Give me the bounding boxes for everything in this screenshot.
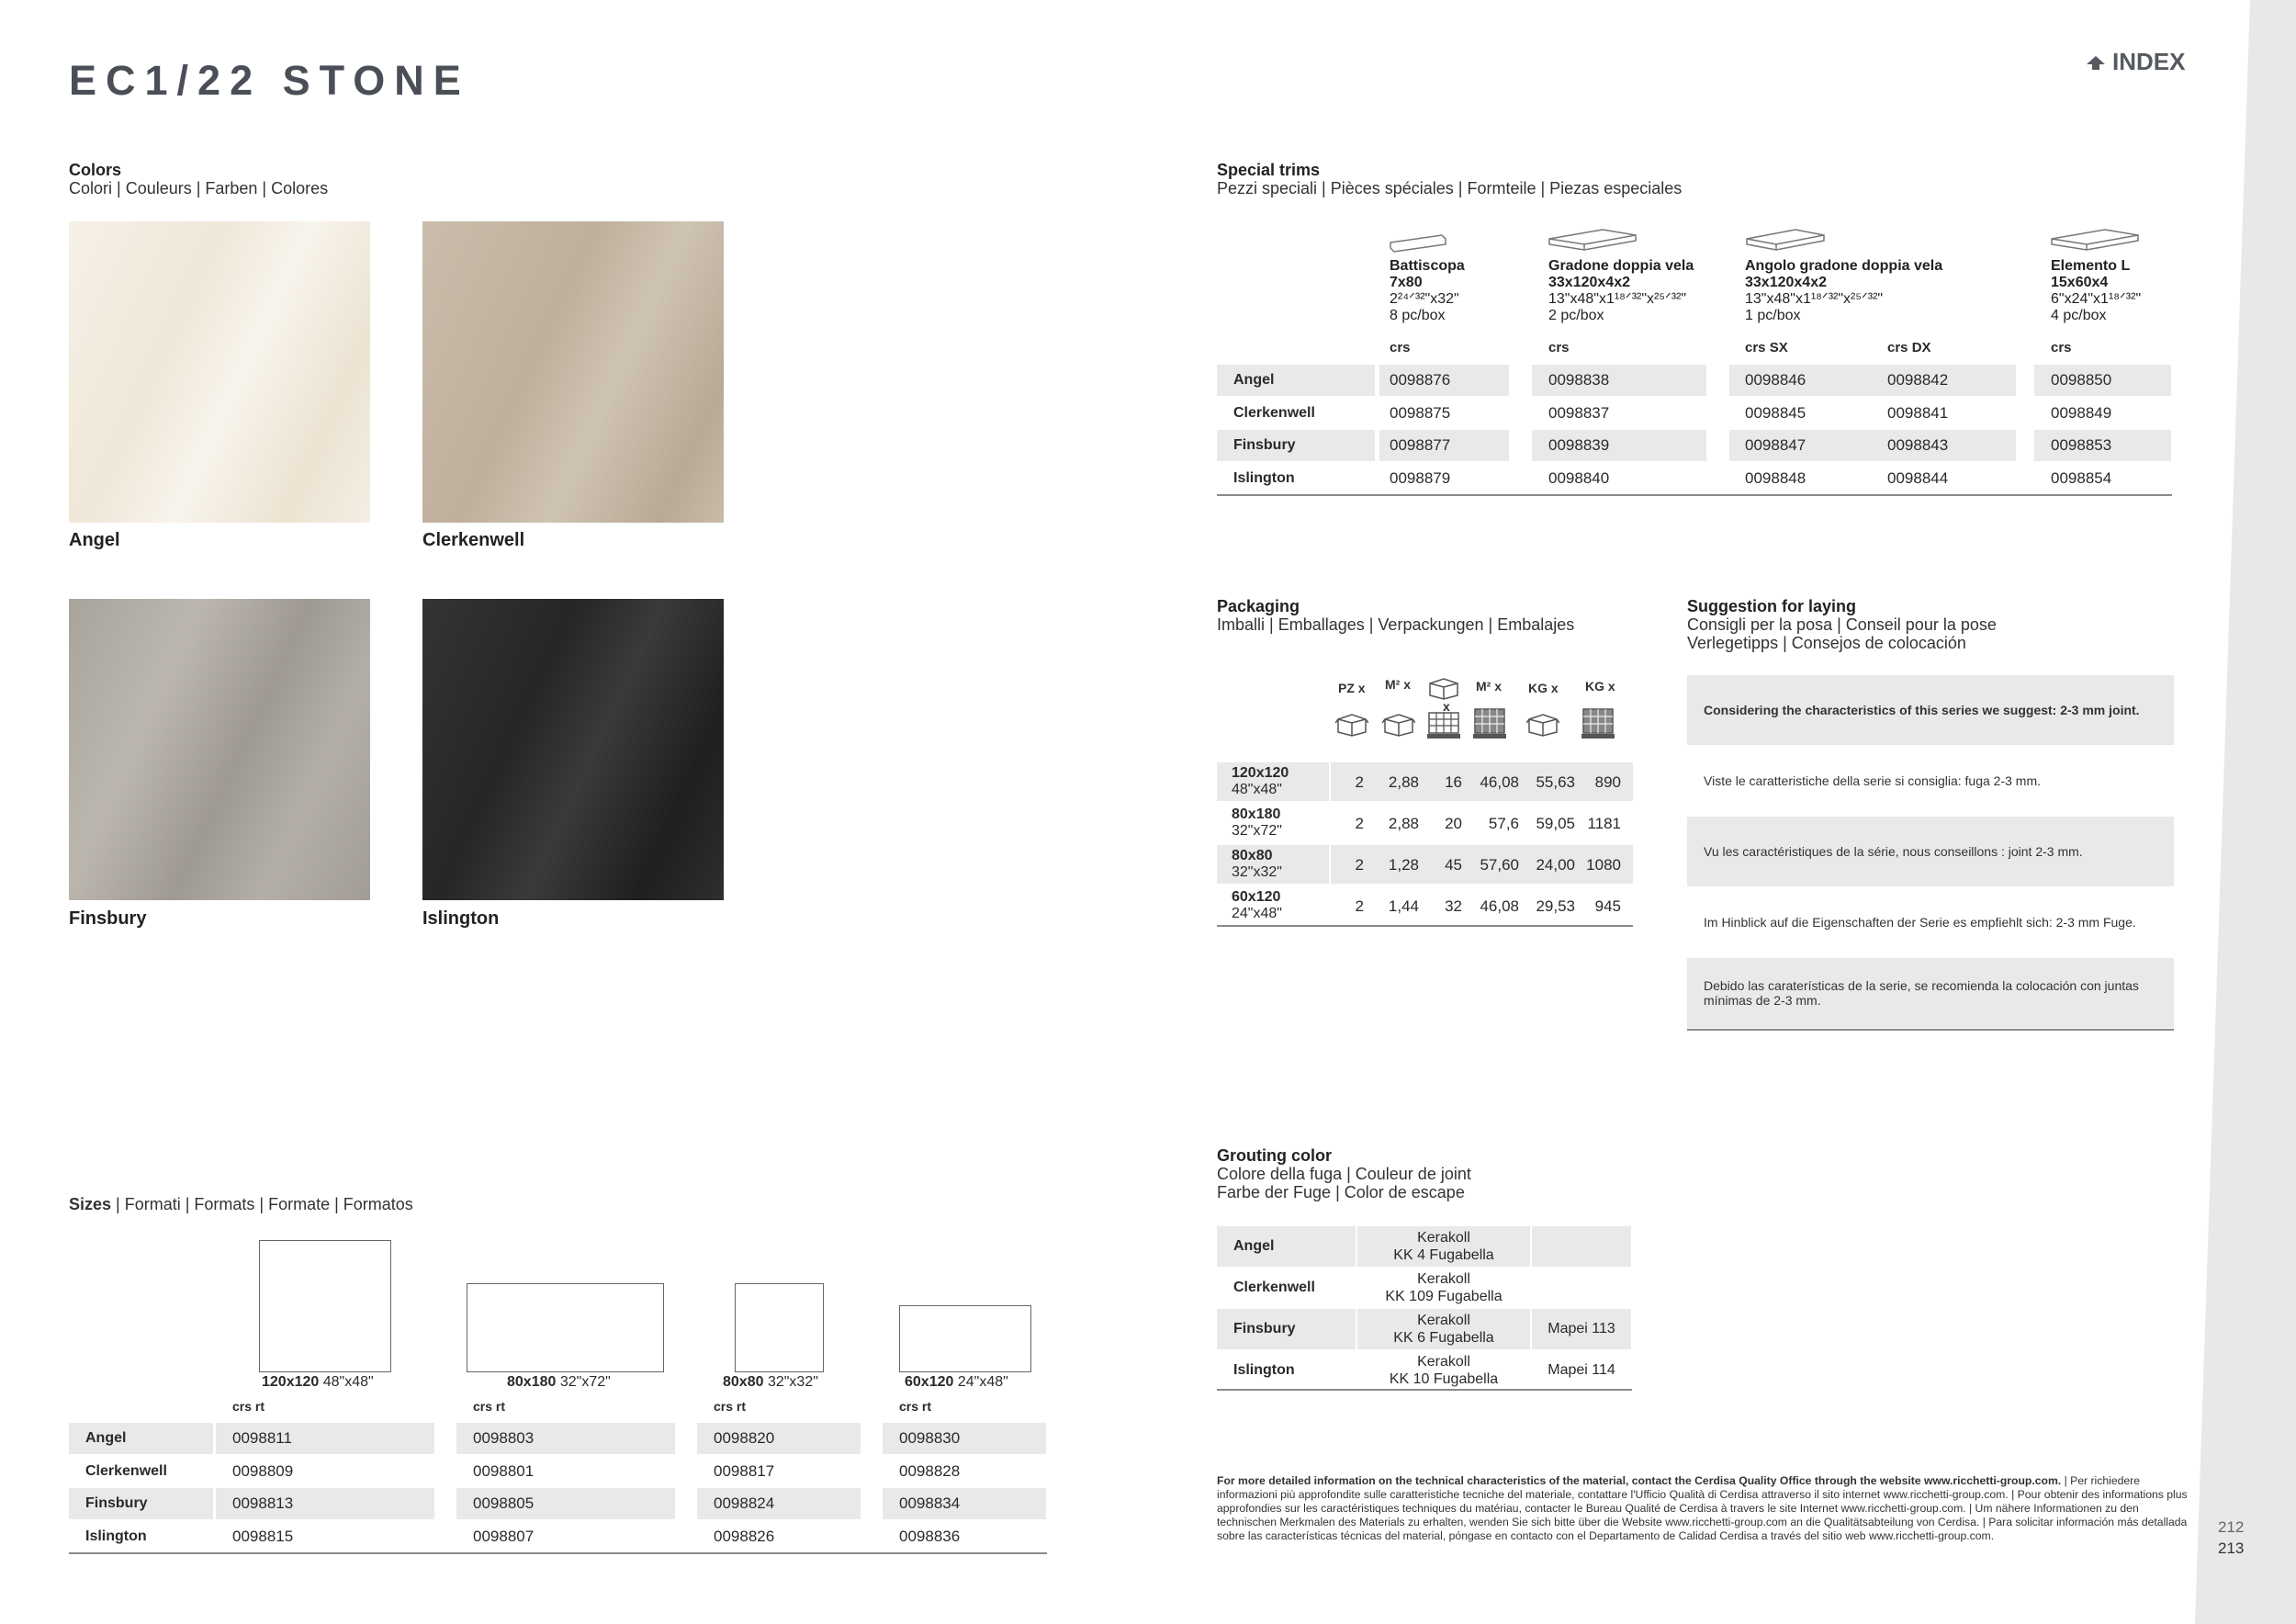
size-label-80x180 <box>507 1374 611 1391</box>
pack-kg-pallet: 890 <box>1594 773 1621 791</box>
code: 0098817 <box>714 1462 775 1480</box>
colors-title: Colors <box>69 161 122 179</box>
table-cell <box>1872 430 2016 461</box>
trims-title: Special trims <box>1217 161 1321 179</box>
table-row-name <box>1217 398 1375 429</box>
table-cell <box>1872 463 2016 494</box>
pack-head-m2: M² x <box>1385 677 1411 692</box>
trim-box: 4 pc/box <box>2051 308 2107 323</box>
pack-m2-pallet: 57,6 <box>1488 815 1519 832</box>
box-icon <box>1335 711 1368 737</box>
kerakoll-product: KK 10 Fugabella <box>1389 1371 1499 1387</box>
code: 0098826 <box>714 1528 775 1545</box>
pack-kg: 59,05 <box>1536 815 1575 832</box>
pack-head-box: x <box>1443 699 1450 714</box>
row-label: Clerkenwell <box>1233 1280 1315 1295</box>
code: 0098813 <box>232 1494 294 1512</box>
table-cell <box>883 1521 1046 1552</box>
trim-col-head: crs SX <box>1745 340 1788 355</box>
trim-box: 2 pc/box <box>1548 308 1604 323</box>
row-label: Islington <box>85 1528 147 1544</box>
gradone-icon <box>1548 226 1639 255</box>
table-row-name <box>1217 1226 1356 1267</box>
table-cell <box>697 1423 861 1454</box>
kerakoll-brand: Kerakoll <box>1417 1271 1470 1287</box>
table-cell <box>1379 430 1509 461</box>
pack-boxes: 45 <box>1445 856 1462 874</box>
trim-name: Angolo gradone doppia vela <box>1745 258 1943 274</box>
table-cell <box>1872 365 2016 396</box>
table-row-name <box>1217 430 1375 461</box>
pack-pz: 2 <box>1355 856 1364 874</box>
pack-size: 80x180 <box>1232 806 1281 822</box>
code: 0098820 <box>714 1429 775 1447</box>
code: 0098876 <box>1390 371 1451 389</box>
table-row-name <box>69 1521 213 1552</box>
size-imperial: 32"x72" <box>556 1374 611 1390</box>
pack-m2: 1,44 <box>1388 897 1419 915</box>
suggestion-es: Debido las caraterísticas de la serie, se recomienda la colocación con juntas mínimas de 2-3 mm. <box>1687 958 2174 1028</box>
trim-elemento-l <box>2051 258 2141 324</box>
color-swatch-islington <box>422 599 724 900</box>
code: 0098815 <box>232 1528 294 1545</box>
table-cell <box>216 1456 434 1487</box>
kerakoll-product: KK 4 Fugabella <box>1393 1247 1494 1263</box>
pack-boxes: 32 <box>1445 897 1462 915</box>
trim-name: Gradone doppia vela <box>1548 258 1694 274</box>
grouting-subtitle-2: Farbe der Fuge | Color de escape <box>1217 1183 1465 1201</box>
size-col-head: crs rt <box>899 1399 932 1414</box>
table-cell <box>1379 365 1509 396</box>
trim-imperial: 13"x48"x1¹⁸ᐟ³²"x²⁵ᐟ³²" <box>1548 291 1687 307</box>
code: 0098836 <box>899 1528 961 1545</box>
trim-gradone <box>1548 258 1694 324</box>
trim-size: 7x80 <box>1390 275 1423 290</box>
pallet-icon <box>1471 707 1508 740</box>
table-cell <box>456 1456 675 1487</box>
pack-kg-pallet: 945 <box>1594 897 1621 915</box>
size-col-head: crs rt <box>232 1399 265 1414</box>
pack-kg: 55,63 <box>1536 773 1575 791</box>
pack-head-kg-pallet: KG x <box>1585 679 1615 694</box>
table-cell <box>697 1488 861 1519</box>
trim-name: Battiscopa <box>1390 258 1465 274</box>
elemento-l-icon <box>2050 226 2142 255</box>
trim-box: 8 pc/box <box>1390 308 1446 323</box>
table-cell <box>697 1456 861 1487</box>
sizes-subtitle: | Formati | Formats | Formate | Formatos <box>111 1195 413 1213</box>
color-swatch-angel <box>69 221 370 523</box>
index-label: INDEX <box>2112 48 2186 75</box>
pack-kg-pallet: 1181 <box>1587 815 1621 832</box>
table-divider <box>69 1552 1047 1554</box>
pack-m2-pallet: 57,60 <box>1480 856 1519 874</box>
code: 0098805 <box>473 1494 535 1512</box>
sizes-title: Sizes <box>69 1195 112 1213</box>
sizes-heading <box>69 1195 413 1213</box>
table-cell <box>883 1488 1046 1519</box>
code: 0098840 <box>1548 469 1610 487</box>
code: 0098875 <box>1390 404 1451 422</box>
code: 0098854 <box>2051 469 2112 487</box>
pack-boxes: 20 <box>1445 815 1462 832</box>
code: 0098841 <box>1887 404 1949 422</box>
index-link[interactable] <box>2085 48 2185 76</box>
size-label-80x80 <box>723 1374 818 1391</box>
size-label-60x120 <box>905 1374 1008 1391</box>
table-row-name <box>1217 1268 1356 1308</box>
trim-size: 33x120x4x2 <box>1548 275 1630 290</box>
trims-subtitle: Pezzi speciali | Pièces spéciales | Formteile | Piezas especiales <box>1217 179 1683 197</box>
table-row-name <box>69 1423 213 1454</box>
code: 0098807 <box>473 1528 535 1545</box>
pack-pz: 2 <box>1355 773 1364 791</box>
trim-battiscopa <box>1390 258 1465 324</box>
table-cell <box>1872 398 2016 429</box>
color-label-clerkenwell: Clerkenwell <box>422 530 525 550</box>
footer-bold: For more detailed information on the technical characteristics of the material, contact the Cerdisa Quality Office through the website www.ricchetti-group.com. <box>1217 1474 2062 1487</box>
page-number-right: 213 <box>2218 1539 2245 1557</box>
code: 0098830 <box>899 1429 961 1447</box>
suggestion-en: Considering the characteristics of this series we suggest: 2-3 mm joint. <box>1687 675 2174 745</box>
table-cell <box>2034 398 2171 429</box>
row-label: Clerkenwell <box>85 1463 167 1479</box>
pack-m2: 2,88 <box>1388 815 1419 832</box>
pack-imperial: 24"x48" <box>1232 906 1282 921</box>
pallet-icon <box>1425 711 1462 740</box>
trim-box: 1 pc/box <box>1745 308 1801 323</box>
row-label: Clerkenwell <box>1233 405 1315 421</box>
table-divider <box>1217 1389 1632 1391</box>
table-cell <box>216 1488 434 1519</box>
pack-size: 120x120 <box>1232 765 1289 781</box>
code: 0098801 <box>473 1462 535 1480</box>
code: 0098846 <box>1745 371 1806 389</box>
trim-size: 15x60x4 <box>2051 275 2109 290</box>
suggestion-fr: Vu les caractéristiques de la série, nous conseillons : joint 2-3 mm. <box>1687 817 2174 886</box>
row-label: Finsbury <box>1233 437 1296 453</box>
kerakoll-brand: Kerakoll <box>1417 1230 1470 1246</box>
packaging-title: Packaging <box>1217 597 1300 615</box>
pack-size: 80x80 <box>1232 848 1273 863</box>
arrow-up-icon <box>2085 53 2109 72</box>
table-cell <box>1729 463 1872 494</box>
mapei-cell <box>1532 1226 1631 1267</box>
page-number-left: 212 <box>2218 1518 2245 1536</box>
code: 0098824 <box>714 1494 775 1512</box>
table-cell <box>1532 463 1706 494</box>
table-cell <box>1532 430 1706 461</box>
size-shape-80x80 <box>735 1283 824 1372</box>
table-row-name <box>1217 1309 1356 1349</box>
table-divider <box>1217 494 2172 496</box>
code: 0098811 <box>232 1429 292 1447</box>
pack-head-pz: PZ x <box>1338 681 1366 695</box>
code: 0098839 <box>1548 436 1610 454</box>
row-label: Angel <box>1233 372 1275 388</box>
table-cell <box>216 1423 434 1454</box>
trim-col-head: crs <box>1390 340 1411 355</box>
size-imperial: 48"x48" <box>319 1374 374 1390</box>
size-metric: 60x120 <box>905 1374 954 1390</box>
pack-size: 60x120 <box>1232 889 1281 905</box>
pack-kg: 29,53 <box>1536 897 1575 915</box>
size-col-head: crs rt <box>473 1399 506 1414</box>
row-label: Islington <box>1233 1362 1295 1378</box>
size-metric: 80x80 <box>723 1374 764 1390</box>
trim-col-head: crs <box>2051 340 2072 355</box>
mapei-cell: Mapei 114 <box>1548 1362 1615 1378</box>
table-cell <box>1532 398 1706 429</box>
suggestion-de: Im Hinblick auf die Eigenschaften der Serie es empfiehlt sich: 2-3 mm Fuge. <box>1704 915 2136 930</box>
table-cell <box>883 1456 1046 1487</box>
pallet-icon <box>1580 707 1616 740</box>
code: 0098845 <box>1745 404 1806 422</box>
code: 0098838 <box>1548 371 1610 389</box>
table-cell <box>2034 430 2171 461</box>
table-cell <box>456 1521 675 1552</box>
page-edge-strip <box>2195 0 2296 1624</box>
size-shape-120x120 <box>259 1240 391 1372</box>
mapei-cell: Mapei 113 <box>1532 1309 1631 1349</box>
table-cell <box>883 1423 1046 1454</box>
pack-head-kg: KG x <box>1528 681 1559 695</box>
pack-imperial: 32"x32" <box>1232 864 1282 880</box>
size-shape-80x180 <box>467 1283 664 1372</box>
code: 0098809 <box>232 1462 294 1480</box>
size-col-head: crs rt <box>714 1399 747 1414</box>
table-row-name <box>69 1456 213 1487</box>
kerakoll-cell <box>1357 1268 1530 1308</box>
pack-m2-pallet: 46,08 <box>1480 897 1519 915</box>
color-swatch-finsbury <box>69 599 370 900</box>
table-cell <box>1729 365 1872 396</box>
table-cell <box>1379 398 1509 429</box>
code: 0098828 <box>899 1462 961 1480</box>
suggestion-title: Suggestion for laying <box>1687 597 1857 615</box>
table-row-name <box>1217 1350 1356 1391</box>
pack-imperial: 48"x48" <box>1232 782 1282 797</box>
code: 0098877 <box>1390 436 1451 454</box>
table-cell <box>456 1488 675 1519</box>
size-shape-60x120 <box>899 1305 1031 1372</box>
table-cell <box>1729 398 1872 429</box>
trim-name: Elemento L <box>2051 258 2131 274</box>
table-cell <box>697 1521 861 1552</box>
color-label-islington: Islington <box>422 908 500 929</box>
color-label-finsbury: Finsbury <box>69 908 147 929</box>
table-cell <box>2034 365 2171 396</box>
box-icon <box>1526 711 1559 737</box>
pack-head-m2-pallet: M² x <box>1476 679 1502 694</box>
pack-m2: 1,28 <box>1388 856 1419 874</box>
trim-imperial: 2²⁴ᐟ³²"x32" <box>1390 291 1459 307</box>
code: 0098834 <box>899 1494 961 1512</box>
size-metric: 120x120 <box>262 1374 320 1390</box>
table-cell <box>216 1521 434 1552</box>
table-cell <box>2034 463 2171 494</box>
row-label: Finsbury <box>1233 1321 1296 1336</box>
color-swatch-clerkenwell <box>422 221 724 523</box>
code: 0098848 <box>1745 469 1806 487</box>
pack-imperial: 32"x72" <box>1232 823 1282 839</box>
table-row <box>1217 804 1633 842</box>
suggestion-it: Viste le caratteristiche della serie si consiglia: fuga 2-3 mm. <box>1704 773 2042 788</box>
trim-size: 33x120x4x2 <box>1745 275 1827 290</box>
table-cell <box>456 1423 675 1454</box>
table-cell <box>1729 430 1872 461</box>
table-row-name <box>69 1488 213 1519</box>
code: 0098842 <box>1887 371 1949 389</box>
size-metric: 80x180 <box>507 1374 557 1390</box>
trim-col-head: crs DX <box>1887 340 1931 355</box>
box-icon <box>1427 676 1460 700</box>
pack-boxes: 16 <box>1445 773 1462 791</box>
code: 0098849 <box>2051 404 2112 422</box>
code: 0098847 <box>1745 436 1806 454</box>
kerakoll-brand: Kerakoll <box>1417 1354 1470 1370</box>
code: 0098879 <box>1390 469 1451 487</box>
trim-imperial: 13"x48"x1¹⁸ᐟ³²"x²⁵ᐟ³²" <box>1745 291 1884 307</box>
code: 0098844 <box>1887 469 1949 487</box>
kerakoll-cell <box>1357 1309 1530 1349</box>
row-label: Islington <box>1233 470 1295 486</box>
grouting-title: Grouting color <box>1217 1146 1332 1165</box>
row-label: Angel <box>85 1430 127 1446</box>
colors-subtitle: Colori | Couleurs | Farben | Colores <box>69 179 329 197</box>
pack-pz: 2 <box>1355 897 1364 915</box>
box-icon <box>1382 711 1415 737</box>
table-cell <box>1532 365 1706 396</box>
code: 0098853 <box>2051 436 2112 454</box>
table-row-name <box>1217 463 1375 494</box>
battiscopa-icon <box>1389 231 1447 255</box>
kerakoll-cell <box>1357 1226 1530 1267</box>
pack-m2-pallet: 46,08 <box>1480 773 1519 791</box>
table-row-name <box>1217 365 1375 396</box>
color-label-angel: Angel <box>69 530 120 550</box>
size-label-120x120 <box>262 1374 374 1391</box>
pack-kg: 24,00 <box>1536 856 1575 874</box>
suggestion-subtitle-1: Consigli per la posa | Conseil pour la pose <box>1687 615 1997 634</box>
table-row <box>1217 886 1633 925</box>
pack-kg-pallet: 1080 <box>1586 856 1621 874</box>
pack-pz: 2 <box>1355 815 1364 832</box>
row-label: Angel <box>1233 1238 1275 1254</box>
page-title: EC1/22 STONE <box>69 57 470 104</box>
trim-col-head: crs <box>1548 340 1570 355</box>
footer-rest: | Per richiedere informazioni più approfondite sulle caratteristiche tecniche del materiale, contattare l'Ufficio Qualità di Cerdisa attraverso il sito internet www.ricchetti-group.com. | Pour obtenir des informations plus approfondies sur les caractéristiques techniques du matériau, contacter le Bureau Qualité de Cerdisa à travers le site Internet www.ricchetti-group.com. | Um nähere Informationen zu den technischen Merkmalen des Materials zu erhalten, wenden Sie sich bitte über die Website www.ricchetti-group.com an die Qualitätsabteilung von Cerdisa. | Para solicitar información más detallada sobre las características técnicas del material, póngase en contacto con el Departamento de Calidad Cerdisa a través del sitio web www.ricchetti-group.com. <box>1217 1474 2188 1542</box>
code: 0098837 <box>1548 404 1610 422</box>
mapei-cell <box>1532 1268 1631 1308</box>
code: 0098843 <box>1887 436 1949 454</box>
kerakoll-brand: Kerakoll <box>1417 1313 1470 1328</box>
kerakoll-cell <box>1357 1350 1530 1391</box>
kerakoll-product: KK 6 Fugabella <box>1393 1330 1494 1346</box>
suggestion-subtitle-2: Verlegetipps | Consejos de colocación <box>1687 634 1966 652</box>
size-imperial: 32"x32" <box>763 1374 818 1390</box>
table-cell <box>1379 463 1509 494</box>
size-imperial: 24"x48" <box>953 1374 1008 1390</box>
trim-imperial: 6"x24"x1¹⁸ᐟ³²" <box>2051 291 2142 307</box>
row-label: Finsbury <box>85 1495 148 1511</box>
trim-angolo-gradone <box>1745 258 1942 324</box>
suggestion-divider <box>1687 1029 2174 1031</box>
code: 0098803 <box>473 1429 535 1447</box>
pack-m2: 2,88 <box>1388 773 1419 791</box>
code: 0098850 <box>2051 371 2112 389</box>
table-row <box>1217 845 1633 884</box>
footer-note <box>1217 1474 2190 1543</box>
table-divider <box>1217 925 1633 927</box>
packaging-subtitle: Imballi | Emballages | Verpackungen | Embalajes <box>1217 615 1575 634</box>
grouting-subtitle-1: Colore della fuga | Couleur de joint <box>1217 1165 1471 1183</box>
angolo-gradone-icon <box>1745 226 1828 255</box>
table-row <box>1217 762 1633 801</box>
kerakoll-product: KK 109 Fugabella <box>1385 1289 1503 1304</box>
